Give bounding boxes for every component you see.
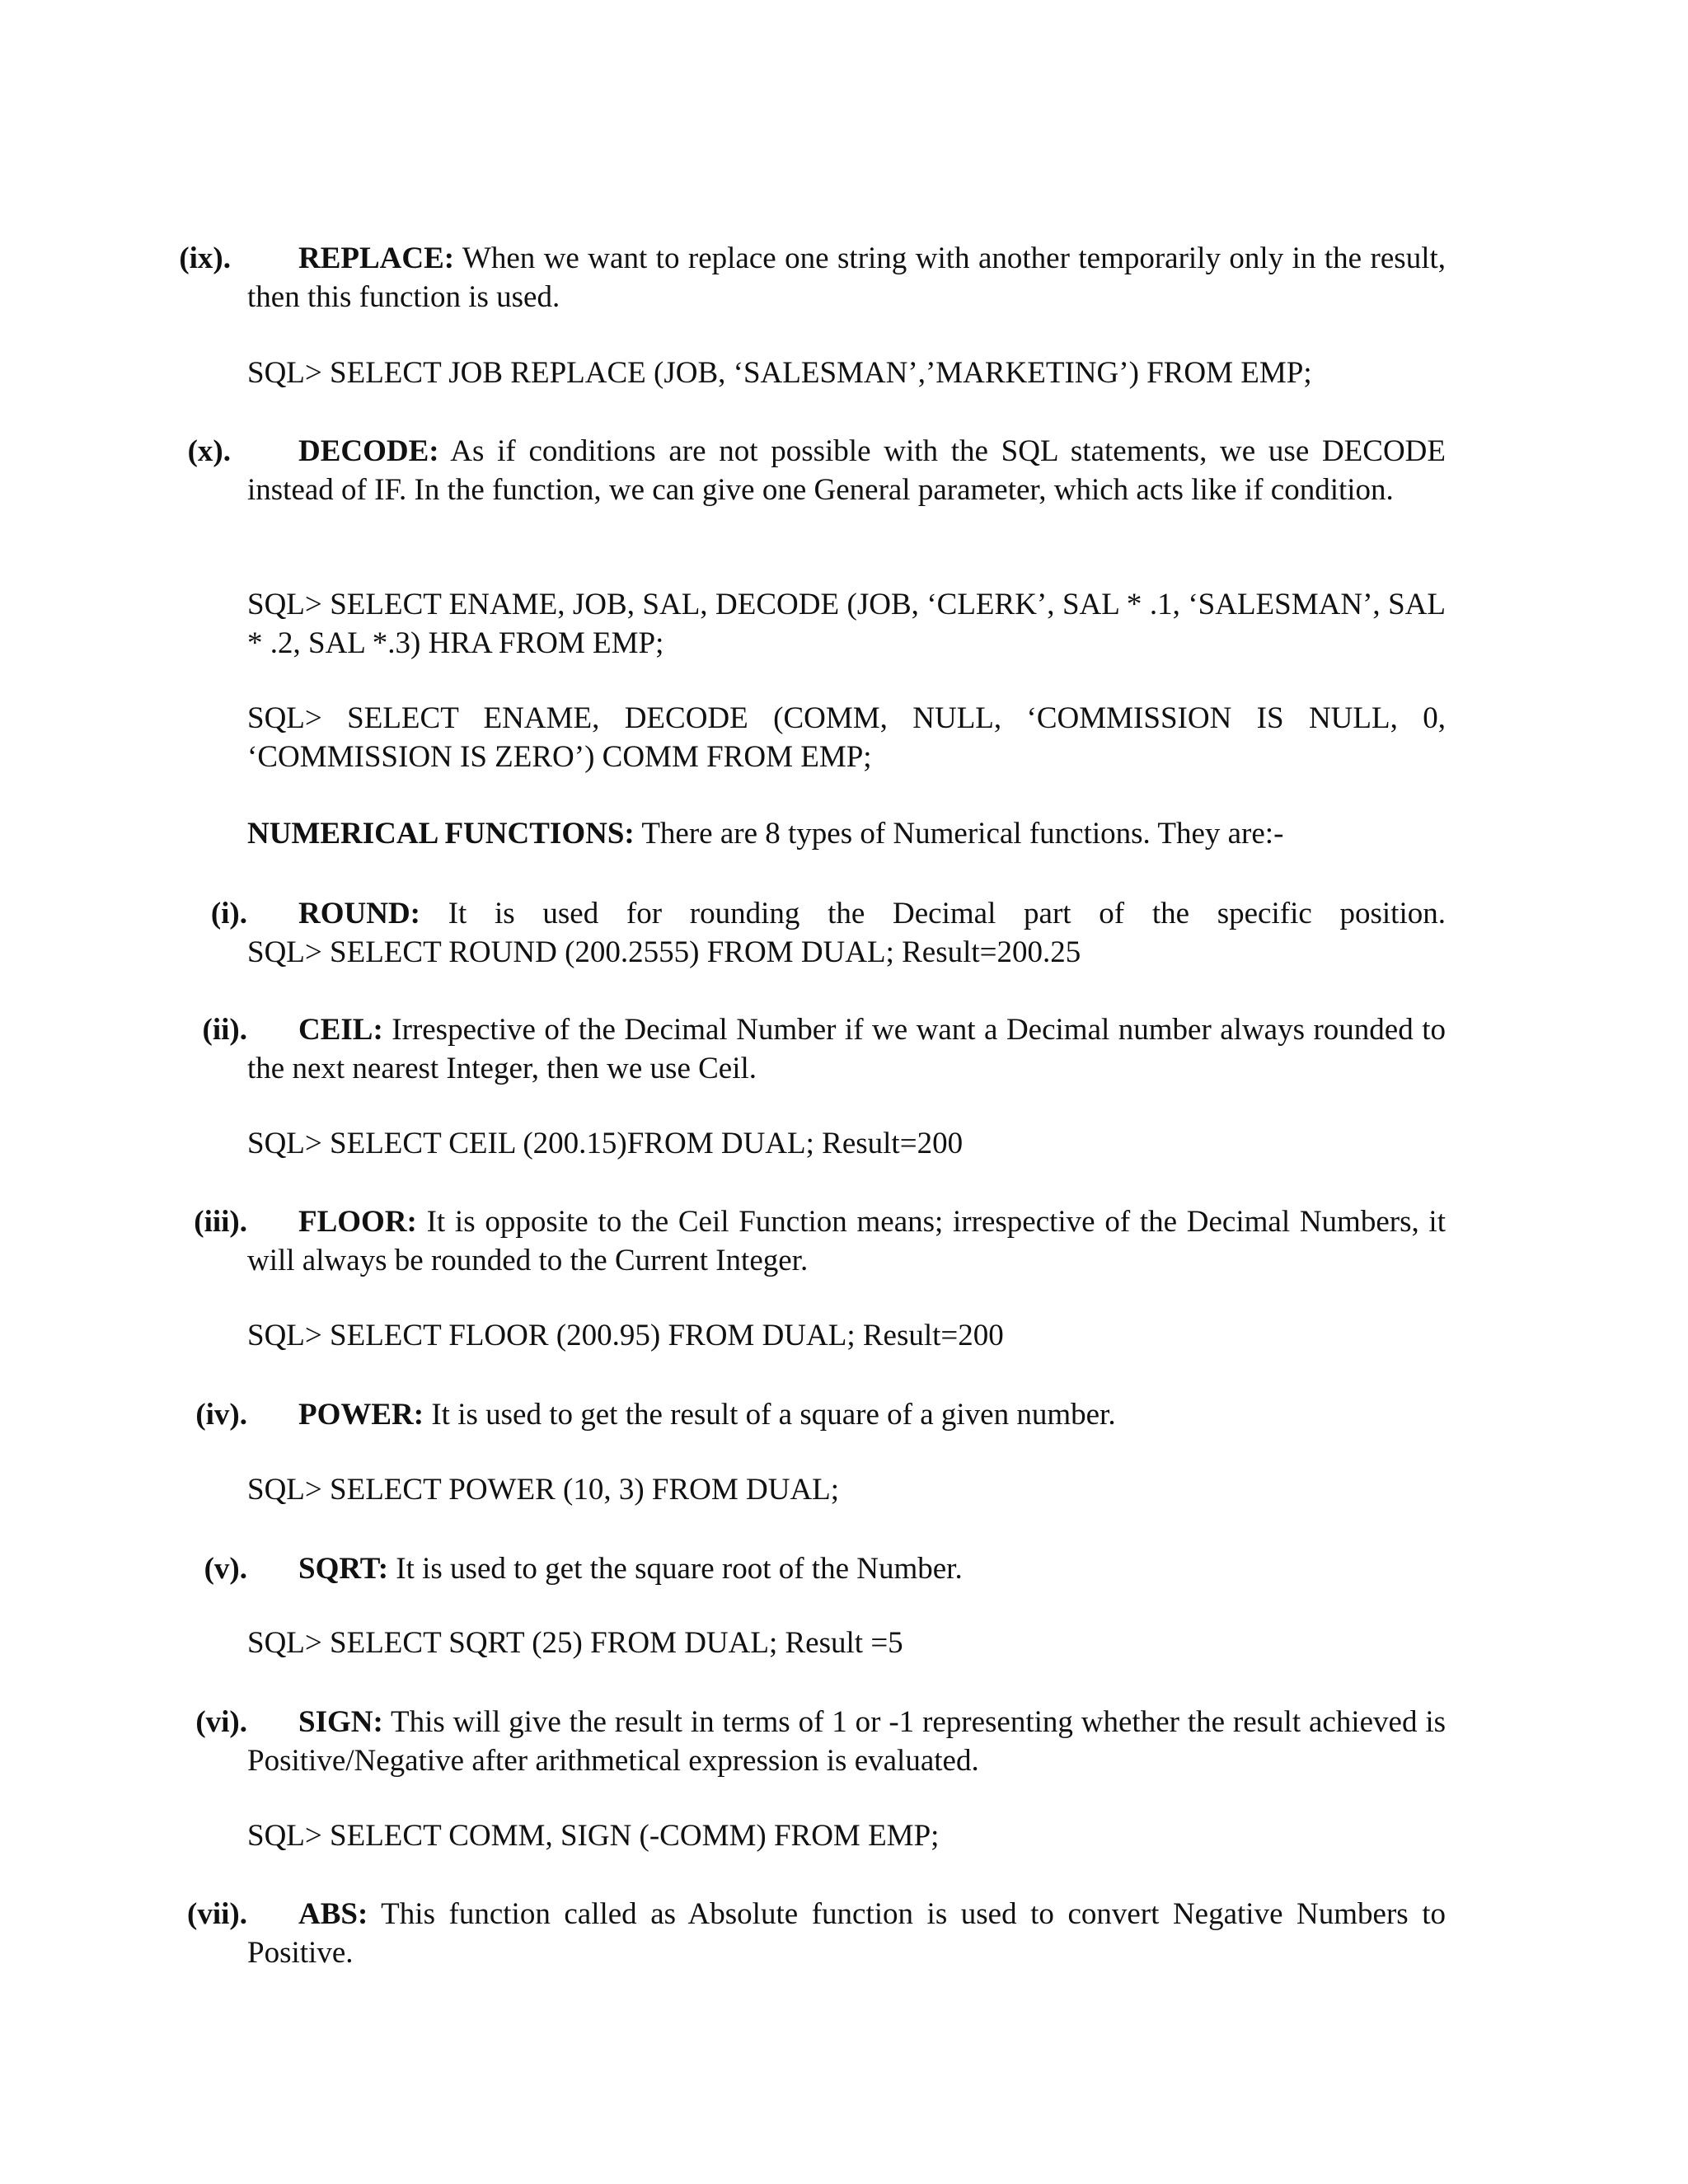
- abs-text: This function called as Absolute function is used to convert Negative Numbers to Positive.: [247, 1897, 1446, 1970]
- sign-sql-example: SQL> SELECT COMM, SIGN (-COMM) FROM EMP;: [247, 1819, 940, 1853]
- round-term: ROUND:: [298, 897, 420, 930]
- item-number-ii: (ii).: [202, 1013, 247, 1047]
- power-sql-example: SQL> SELECT POWER (10, 3) FROM DUAL;: [247, 1473, 840, 1507]
- sqrt-term: SQRT:: [298, 1552, 389, 1586]
- replace-term: REPLACE:: [298, 241, 455, 275]
- abs-description: [247, 1895, 1446, 1972]
- sign-term: SIGN:: [298, 1705, 383, 1739]
- power-term: POWER:: [298, 1398, 424, 1432]
- abs-term: ABS:: [298, 1897, 368, 1931]
- ceil-sql-example: SQL> SELECT CEIL (200.15)FROM DUAL; Result=200: [247, 1127, 964, 1160]
- replace-description: [247, 239, 1446, 316]
- item-number-iii: (iii).: [194, 1205, 247, 1239]
- numerical-functions-term: NUMERICAL FUNCTIONS:: [247, 817, 635, 851]
- sign-description: [247, 1703, 1446, 1780]
- sqrt-sql-example: SQL> SELECT SQRT (25) FROM DUAL; Result =5: [247, 1626, 903, 1660]
- round-description: [247, 894, 1446, 933]
- round-text: It is used for rounding the Decimal part of the specific position.: [420, 897, 1446, 930]
- ceil-term: CEIL:: [298, 1013, 383, 1047]
- round-sql-example: SQL> SELECT ROUND (200.2555) FROM DUAL; Result=200.25: [247, 935, 1081, 969]
- replace-text: When we want to replace one string with another temporarily only in the result, then this function is used.: [247, 241, 1446, 314]
- sign-text: This will give the result in terms of 1 or -1 representing whether the result achieved is Positive/Negative after arithmetical expression is evaluated.: [247, 1705, 1446, 1778]
- sqrt-description: [247, 1549, 1446, 1588]
- power-description: [247, 1395, 1446, 1434]
- ceil-description: [247, 1010, 1446, 1088]
- item-number-iv: (iv).: [195, 1398, 247, 1432]
- power-text: It is used to get the result of a square of a given number.: [424, 1398, 1116, 1432]
- sqrt-text: It is used to get the square root of the Number.: [388, 1552, 963, 1586]
- numerical-functions-intro: [247, 814, 1446, 853]
- replace-sql-example: SQL> SELECT JOB REPLACE (JOB, ‘SALESMAN’,’MARKETING’) FROM EMP;: [247, 356, 1312, 390]
- floor-text: It is opposite to the Ceil Function means; irrespective of the Decimal Numbers, it will always be rounded to the Current Integer.: [247, 1205, 1446, 1277]
- item-number-i: (i).: [210, 897, 247, 930]
- decode-sql-example-1: SQL> SELECT ENAME, JOB, SAL, DECODE (JOB, ‘CLERK’, SAL * .1, ‘SALESMAN’, SAL * .2, SAL *.3) HRA FROM EMP;: [247, 588, 1446, 660]
- floor-sql-example: SQL> SELECT FLOOR (200.95) FROM DUAL; Result=200: [247, 1319, 1004, 1352]
- item-number-ix: (ix).: [179, 241, 231, 275]
- item-number-vi: (vi).: [195, 1705, 247, 1739]
- floor-description: [247, 1202, 1446, 1280]
- numerical-functions-text: There are 8 types of Numerical functions. They are:-: [634, 817, 1284, 851]
- ceil-text: Irrespective of the Decimal Number if we want a Decimal number always rounded to the next nearest Integer, then we use Ceil.: [247, 1013, 1446, 1085]
- item-number-vii: (vii).: [187, 1897, 247, 1931]
- decode-term: DECODE:: [298, 434, 439, 468]
- decode-sql-example-2: SQL> SELECT ENAME, DECODE (COMM, NULL, ‘COMMISSION IS NULL, 0, ‘COMMISSION IS ZERO’) COMM FROM EMP;: [247, 701, 1446, 774]
- decode-text: As if conditions are not possible with the SQL statements, we use DECODE instead of IF. In the function, we can give one General parameter, which acts like if condition.: [247, 434, 1446, 507]
- decode-description: [247, 432, 1446, 509]
- item-number-v: (v).: [204, 1552, 247, 1586]
- floor-term: FLOOR:: [298, 1205, 417, 1239]
- item-number-x: (x).: [187, 434, 231, 468]
